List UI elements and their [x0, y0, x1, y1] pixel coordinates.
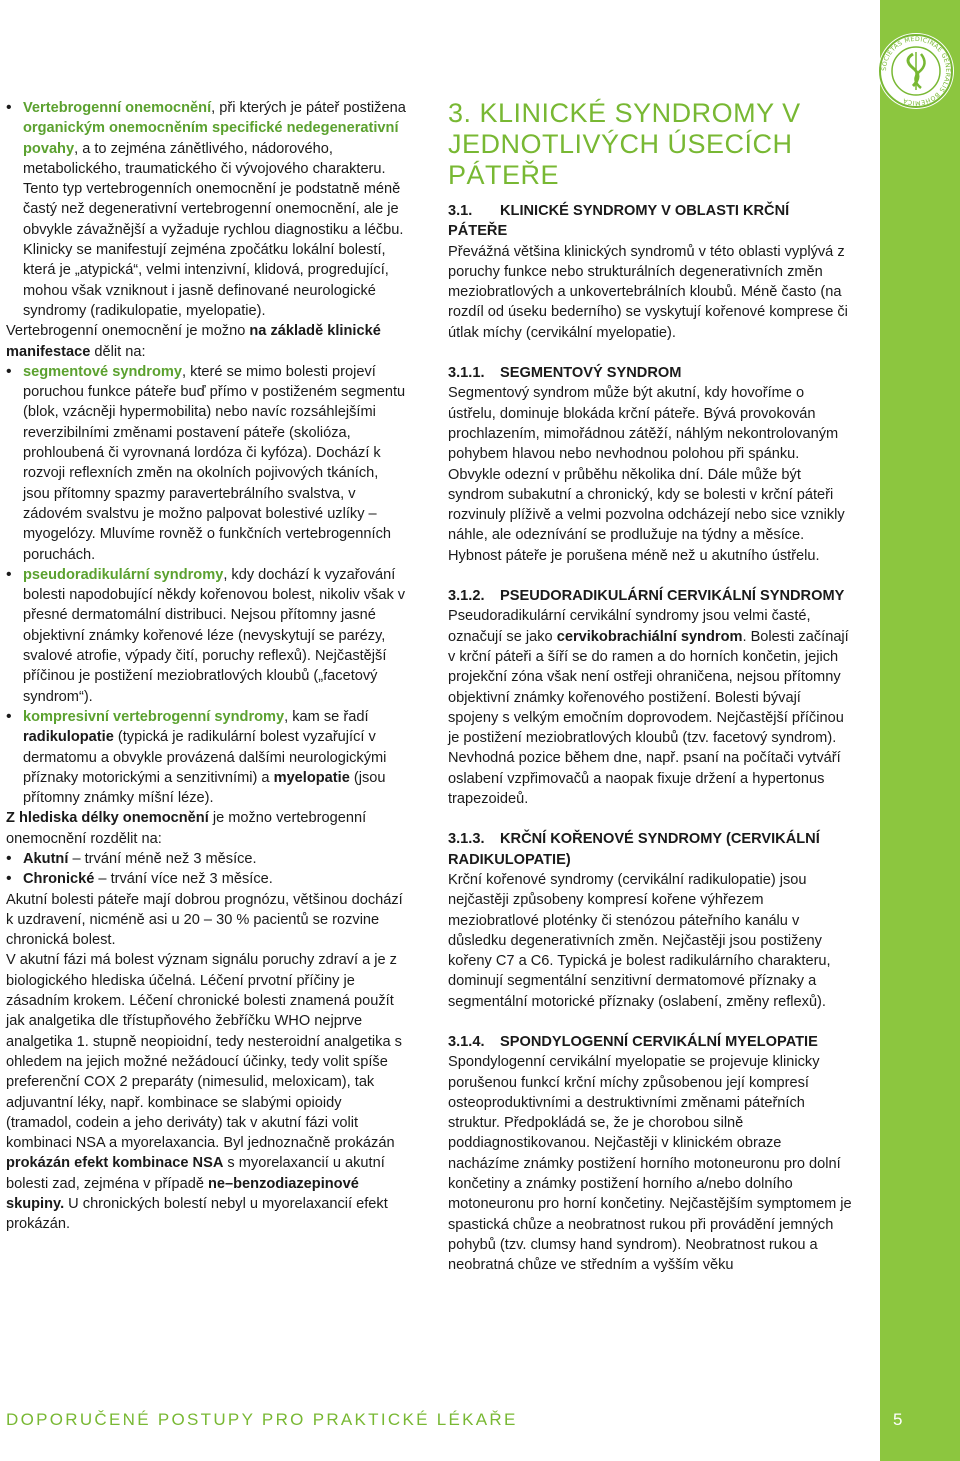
chapter-title: 3. KLINICKÉ SYNDROMY V JEDNOTLIVÝCH ÚSECÍCH PÁTEŘE — [448, 98, 801, 190]
bullet-segmentove-syndromy: • segmentové syndromy, které se mimo bolesti projeví poruchou funkce páteře buď přímo v postiženém segmentu (blok, vzácněji hypermobilita) nebo navíc rozsáhlejšími reverzibilními změnami postavení páteře (skolióza, prohloubená či vyrovnaná lordóza či kyfóza). Dochází k rozvoji reflexních změn na okolních pojivových tkáních, jsou přítomny spazmy paravertebrálního svalstva, v zádovém svalstvu je možno palpovat bolestivé uzlíky – myogelózy. Mluvíme rovněž o funkčních vertebrogenních poruchách. — [6, 362, 406, 565]
section-heading-3-1-4: 3.1.4. SPONDYLOGENNÍ CERVIKÁLNÍ MYELOPATIE — [448, 1033, 818, 1050]
paragraph-akutni-faze: V akutní fázi má bolest význam signálu poruchy zdraví a je z biologického hlediska účelná. Léčení prvotní příčiny je zásadním krokem. Léčení chronické bolesti znamená použít jak analgetika dle třístupňového žebříčku WHO nejprve analgetika 1. stupně neopioidní, tedy nesteroidní analgetika s ohledem na jejich možné nežádoucí účinky, tedy volit spíše preferenční COX 2 preparáty (nimesulid, meloxicam), tak adjuvantní léky, např. kombinace se slabými opioidy (tramadol, codein a jeho deriváty) tak v akutní fázi volit kombinaci NSA a myorelaxancia. Byl jednoznačně prokázán prokázán efekt kombinace NSA s myorelaxancií u akutní bolesti zad, zejména v případě ne–benzodiazepinové skupiny. U chronických bolestí nebyl u myorelaxancií efekt prokázán. — [6, 952, 402, 1233]
section-heading-3-1-1: 3.1.1. SEGMENTOVÝ SYNDROM — [448, 365, 682, 382]
right-column — [448, 98, 852, 1276]
section-text-3-1-3: Krční kořenové syndromy (cervikální radikulopatie) jsou nejčastěji způsobeny kompresí kořene výhřezem meziobratlové ploténky či stenózou páteřního kanálu v důsledku degenerativních změn. Nejčastěji jsou postiženy kořeny C7 a C6. Typická je bolest radikulárního charakteru, dominují segmentální senzitivní dermatomové příznaky a segmentální motorické příznaky (oslabení, změny reflexů). — [448, 871, 831, 1010]
section-text-3-1-1: Segmentový syndrom může být akutní, kdy hovoříme o ústřelu, dominuje blokáda krční páteře. Bývá provokován prochlazením, mimořádnou zátěží, náhlým nekontrolovaným pohybem hlavou nebo nevhodnou polohou při spánku. Obvykle odezní v průběhu několika dní. Dále může být syndrom subakutní a chronický, kdy se bolesti v krční páteři rozvinuly plíživě a velmi pozvolna odcházejí nebo sice vznikly náhle, ale odeznívání se prodlužuje na týdny a měsíce. Hybnost páteře je porušena méně než u akutního ústřelu. — [448, 385, 845, 564]
society-seal-logo — [875, 30, 957, 112]
left-column — [6, 98, 406, 1235]
green-sidebar — [880, 0, 960, 1461]
footer-title: DOPORUČENÉ POSTUPY PRO PRAKTICKÉ LÉKAŘE — [6, 1410, 518, 1429]
paragraph-prognoza: Akutní bolesti páteře mají dobrou prognózu, většinou dochází k uzdravení, nicméně asi u 20 – 30 % pacientů se rozvine chronická bolest. — [6, 891, 403, 949]
bullet-akutni: • Akutní – trvání méně než 3 měsíce. — [6, 849, 406, 869]
section-text-3-1: Převážná většina klinických syndromů v této oblasti vyplývá z poruchy funkce nebo strukturálních degenerativních změn meziobratlových a unkovertebrálních kloubů. Méně často (na rozdíl od úseku bederního) se vyskytují kořenové komprese či útlak míchy (cervikální myelopatie). — [448, 243, 848, 341]
section-heading-3-1: 3.1. KLINICKÉ SYNDROMY V OBLASTI KRČNÍ PÁTEŘE — [448, 203, 790, 240]
paragraph-klinicka-manifestace: Vertebrogenní onemocnění je možno na základě klinické manifestace dělit na: — [6, 323, 381, 360]
bullet-chronicke: • Chronické – trvání více než 3 měsíce. — [6, 869, 406, 889]
section-heading-3-1-3: 3.1.3. KRČNÍ KOŘENOVÉ SYNDROMY (CERVIKÁLNÍ RADIKULOPATIE) — [448, 831, 820, 868]
section-text-3-1-2: Pseudoradikulární cervikální syndromy jsou velmi časté, označují se jako cervikobrachiální syndrom. Bolesti začínají v krční páteři a šíří se do ramen a do horních končetin, jejich projekční zóna však není ostřeji ohraničena, nejsou přítomny objektivní známky kořenového postižení. Bolesti bývají spojeny s velkým emočním doprovodem. Nejčastější příčinou je postižení meziobratlových kloubů (tzv. facetový syndrom). Nevhodná pozice během dne, např. psaní na počítači vytváří oslabení vzpřimovačů a naopak fixuje držení a hypertonus trapezoideů. — [448, 608, 849, 808]
bullet-vertebrogenni-onemocneni: • Vertebrogenní onemocnění, při kterých je páteř postižena organickým onemocněním specifické nedegenerativní povahy, a to zejména zánětlivého, nádorového, metabolického, traumatického či vývojového charakteru. Tento typ vertebrogenních onemocnění je podstatně méně častý než degenerativní vertebrogenní onemocnění, ale je obvykle závažnější a vyžaduje rychlou diagnostiku a léčbu. Klinicky se manifestují zejména zpočátku lokální bolestí, která je „atypická“, velmi intenzivní, klidová, progredující, mohou však vzniknout i jasně definované neurologické syndromy (radikulopatie, myelopatie). — [6, 98, 406, 321]
section-text-3-1-4: Spondylogenní cervikální myelopatie se projevuje klinicky porušenou funkcí krční míchy způsobenou její kompresí osteoproduktivními a destruktivními změnami páteřních struktur. Předpokládá se, že je chorobou silně poddiagnostikovanou. Nejčastěji v klinickém obraze nacházíme známky postižení horního motoneuronu pro dolní končetiny a známky postižení horního a/nebo dolního motoneuronu pro horní končetiny. Nejčastějším symptomem je spastická chůze a neobratnost rukou při provádění jemných pohybů (tzv. clumsy hand syndrom). Neobratnost rukou a neobratná chůze ve středním a vyšším věku — [448, 1054, 852, 1274]
svg-text:SOCIETAS MEDICINAE GENERALIS B: SOCIETAS MEDICINAE GENERALIS BOHEMICA — [880, 35, 952, 107]
page-number: 5 — [893, 1410, 903, 1429]
bullet-pseudoradikularni-syndromy: • pseudoradikulární syndromy, kdy dochází k vyzařování bolesti napodobující někdy kořenovou bolest, nikoliv však v přesné dermatomální distribuci. Nejsou přítomny jasné objektivní známky kořenové léze (nevyskytují se parézy, svalové atrofie, výpady čití, poruchy reflexů). Nejčastější příčinou je postižení meziobratlových kloubů („facetový syndrom“). — [6, 565, 406, 707]
section-heading-3-1-2: 3.1.2. PSEUDORADIKULÁRNÍ CERVIKÁLNÍ SYNDROMY — [448, 588, 845, 605]
paragraph-delka-onemocneni: Z hlediska délky onemocnění je možno vertebrogenní onemocnění rozdělit na: — [6, 810, 367, 847]
bullet-kompresivni-syndromy: • kompresivní vertebrogenní syndromy, kam se řadí radikulopatie (typická je radikulární bolest vyzařující v dermatomu a obvykle provázená dalšími neurologickými příznaky motorickými a senzitivními) a myelopatie (jsou přítomny známky míšní léze). — [6, 707, 406, 808]
